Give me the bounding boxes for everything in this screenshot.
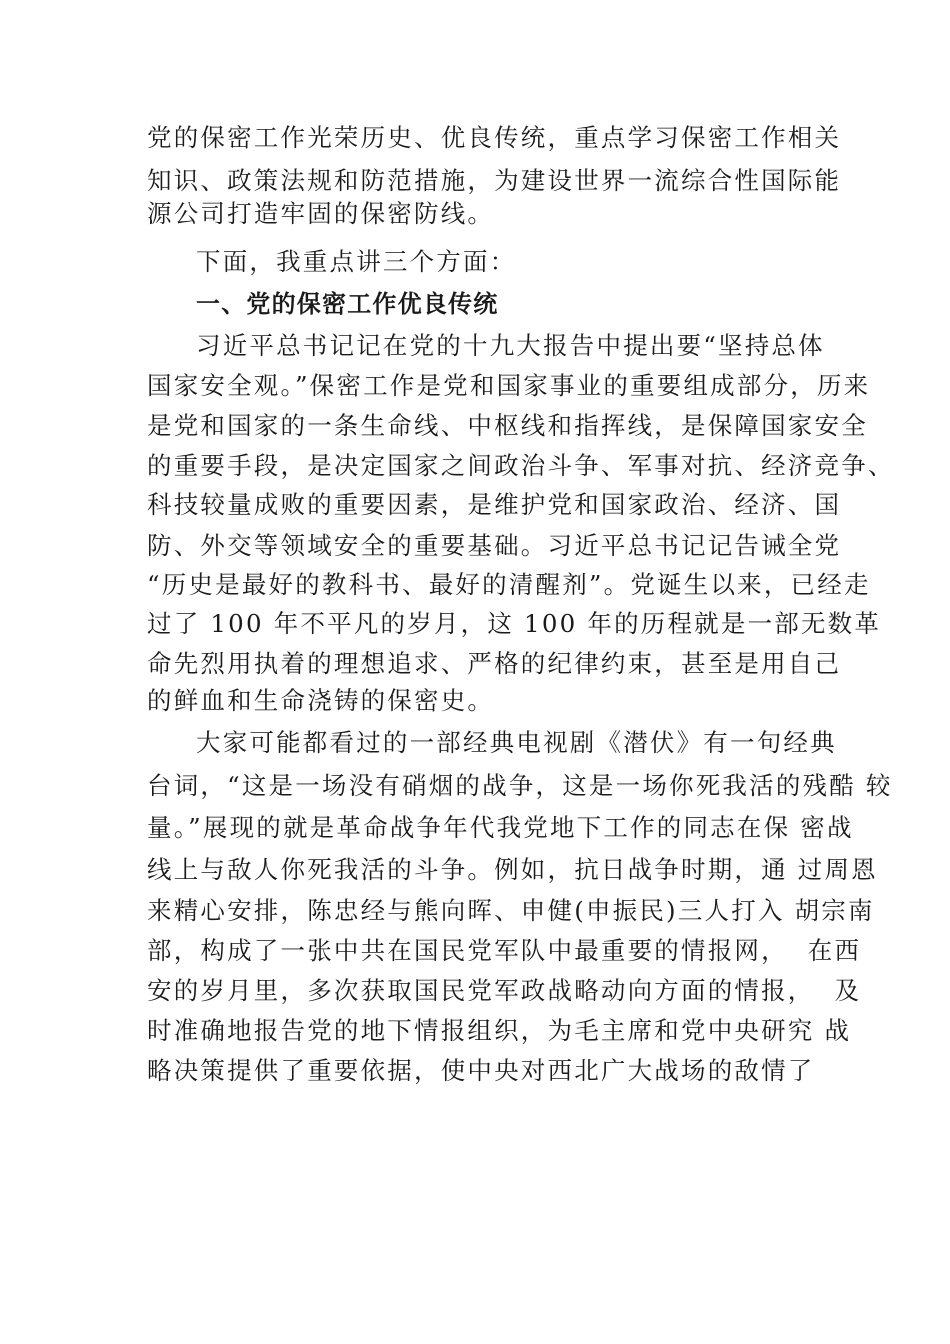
text-line: 知识、政策法规和防范措施，为建设世界一流综合性国际能	[147, 166, 842, 195]
text-line: 习近平总书记记在党的十九大报告中提出要“坚持总体	[196, 331, 825, 360]
text-line: 源公司打造牢固的保密防线。	[147, 199, 495, 228]
text-line: 命先烈用执着的理想追求、严格的纪律约束，甚至是用自己	[147, 649, 842, 678]
text-line: 的鲜血和生命浇铸的保密史。	[147, 686, 495, 715]
text-line: 线上与敌人你死我活的斗争。例如，抗日战争时期，通 过周恩	[147, 855, 878, 884]
text-line: 略决策提供了重要依据，使中央对西北广大战场的敌情了	[147, 1056, 815, 1085]
text-line: 时准确地报告党的地下情报组织，为毛主席和党中央研究 战	[147, 1016, 852, 1045]
text-line: “历史是最好的教科书、最好的清醒剂”。党诞生以来，已经走	[147, 570, 871, 599]
text-line: 安的岁月里，多次获取国民党军政战略动向方面的情报， 及	[147, 976, 862, 1005]
text-line: 国家安全观。”保密工作是党和国家事业的重要组成部分，历来	[147, 371, 871, 400]
text-line: 科技较量成败的重要因素，是维护党和国家政治、经济、国	[147, 490, 842, 519]
text-line: 大家可能都看过的一部经典电视剧《潜伏》有一句经典	[196, 728, 837, 757]
text-line: 的重要手段，是决定国家之间政治斗争、军事对抗、经济竞争、	[147, 451, 895, 480]
text-line: 党的保密工作光荣历史、优良传统，重点学习保密工作相关	[147, 123, 842, 152]
text-line: 下面，我重点讲三个方面：	[196, 247, 517, 276]
text-line: 过了 100 年不平凡的岁月，这 100 年的历程就是一部无数革	[147, 609, 882, 638]
text-line: 部，构成了一张中共在国民党军队中最重要的情报网， 在西	[147, 936, 862, 965]
text-line: 台词，“这是一场没有硝烟的战争，这是一场你死我活的残酷 较	[147, 771, 893, 800]
text-line: 防、外交等领域安全的重要基础。习近平总书记记告诫全党	[147, 531, 842, 560]
text-line: 来精心安排，陈忠经与熊向晖、申健(申振民)三人打入 胡宗南	[147, 896, 875, 925]
section-heading: 一、党的保密工作优良传统	[196, 290, 499, 318]
text-line: 是党和国家的一条生命线、中枢线和指挥线，是保障国家安全	[147, 411, 868, 440]
text-line: 量。”展现的就是革命战争年代我党地下工作的同志在保 密战	[147, 813, 854, 842]
